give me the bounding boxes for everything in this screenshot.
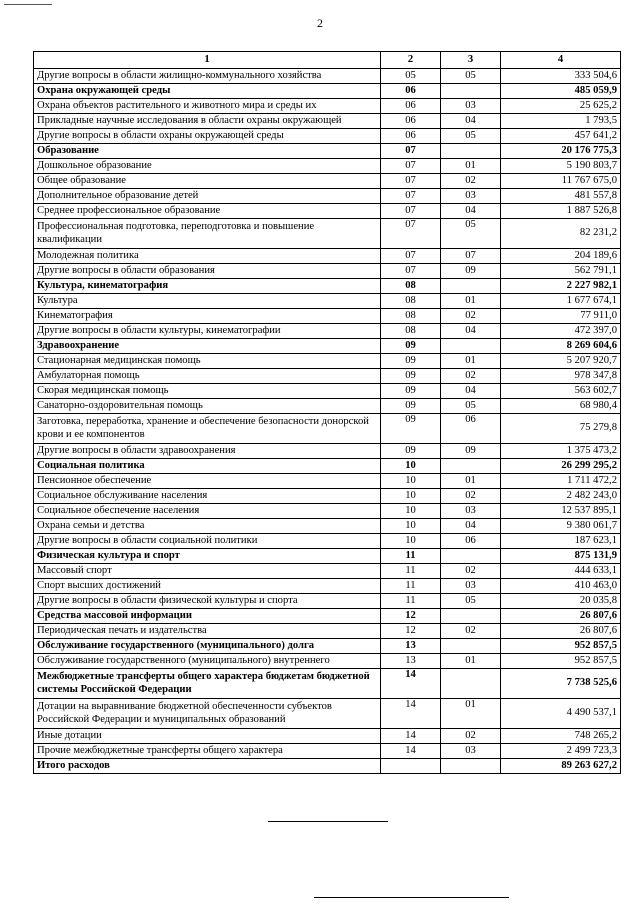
footer-rule (268, 821, 388, 822)
row-amount: 25 625,2 (501, 99, 621, 114)
row-section-code: 10 (381, 474, 441, 489)
table-row (34, 744, 621, 759)
row-subsection-code: 02 (441, 729, 501, 744)
table-row (34, 114, 621, 129)
row-subsection-code: 03 (441, 579, 501, 594)
row-section-code: 12 (381, 609, 441, 624)
row-name: Кинематография (34, 309, 381, 324)
table-row (34, 489, 621, 504)
row-subsection-code: 05 (441, 399, 501, 414)
row-name: Обслуживание государственного (муниципального) внутреннего (34, 654, 381, 669)
row-amount: 4 490 537,1 (501, 699, 621, 729)
row-amount: 11 767 675,0 (501, 174, 621, 189)
row-subsection-code: 01 (441, 354, 501, 369)
row-amount: 5 190 803,7 (501, 159, 621, 174)
table-row (34, 474, 621, 489)
budget-table (33, 51, 621, 774)
table-row (34, 294, 621, 309)
table-row-section (34, 459, 621, 474)
table-row-section (34, 669, 621, 699)
table-row (34, 174, 621, 189)
row-subsection-code (441, 144, 501, 159)
row-subsection-code (441, 759, 501, 774)
row-subsection-code: 04 (441, 324, 501, 339)
row-name: Периодическая печать и издательства (34, 624, 381, 639)
row-section-code: 06 (381, 99, 441, 114)
row-name: Другие вопросы в области образования (34, 264, 381, 279)
table-row-section (34, 609, 621, 624)
row-amount: 12 537 895,1 (501, 504, 621, 519)
row-name: Скорая медицинская помощь (34, 384, 381, 399)
row-amount: 7 738 525,6 (501, 669, 621, 699)
row-subsection-code: 02 (441, 309, 501, 324)
row-section-code (381, 759, 441, 774)
row-subsection-code: 01 (441, 474, 501, 489)
row-amount: 20 176 775,3 (501, 144, 621, 159)
row-section-code: 09 (381, 414, 441, 444)
row-name: Среднее профессиональное образование (34, 204, 381, 219)
row-amount: 444 633,1 (501, 564, 621, 579)
row-name: Дотации на выравнивание бюджетной обеспеченности субъектов Российской Федерации и муниципальных образований (34, 699, 381, 729)
row-section-code: 07 (381, 174, 441, 189)
row-subsection-code: 05 (441, 129, 501, 144)
row-section-code: 13 (381, 639, 441, 654)
row-subsection-code: 04 (441, 114, 501, 129)
row-amount: 978 347,8 (501, 369, 621, 384)
row-section-code: 08 (381, 309, 441, 324)
row-subsection-code (441, 639, 501, 654)
table-row (34, 564, 621, 579)
row-section-code: 08 (381, 294, 441, 309)
row-name: Пенсионное обеспечение (34, 474, 381, 489)
row-amount: 204 189,6 (501, 249, 621, 264)
row-amount: 1 711 472,2 (501, 474, 621, 489)
row-subsection-code: 06 (441, 534, 501, 549)
table-row-section (34, 144, 621, 159)
row-name: Социальная политика (34, 459, 381, 474)
row-amount: 485 059,9 (501, 84, 621, 99)
row-section-code: 12 (381, 624, 441, 639)
row-amount: 563 602,7 (501, 384, 621, 399)
row-name: Иные дотации (34, 729, 381, 744)
table-row (34, 579, 621, 594)
row-name: Здравоохранение (34, 339, 381, 354)
row-subsection-code: 02 (441, 489, 501, 504)
row-section-code: 10 (381, 459, 441, 474)
row-name: Охрана окружающей среды (34, 84, 381, 99)
row-section-code: 07 (381, 219, 441, 249)
table-row (34, 624, 621, 639)
table-row (34, 249, 621, 264)
row-section-code: 06 (381, 84, 441, 99)
row-amount: 952 857,5 (501, 654, 621, 669)
row-amount: 748 265,2 (501, 729, 621, 744)
table-row-section (34, 84, 621, 99)
row-section-code: 09 (381, 354, 441, 369)
row-name: Другие вопросы в области социальной политики (34, 534, 381, 549)
row-subsection-code: 02 (441, 174, 501, 189)
row-section-code: 07 (381, 159, 441, 174)
table-row-section (34, 279, 621, 294)
row-section-code: 10 (381, 504, 441, 519)
row-section-code: 09 (381, 399, 441, 414)
row-subsection-code: 04 (441, 204, 501, 219)
row-section-code: 07 (381, 204, 441, 219)
row-amount: 187 623,1 (501, 534, 621, 549)
row-name: Обслуживание государственного (муниципального) долга (34, 639, 381, 654)
row-section-code: 11 (381, 594, 441, 609)
row-name: Стационарная медицинская помощь (34, 354, 381, 369)
row-subsection-code (441, 84, 501, 99)
table-row (34, 264, 621, 279)
row-amount: 20 035,8 (501, 594, 621, 609)
table-row (34, 729, 621, 744)
row-subsection-code (441, 339, 501, 354)
row-subsection-code: 03 (441, 99, 501, 114)
row-section-code: 09 (381, 369, 441, 384)
row-name: Социальное обслуживание населения (34, 489, 381, 504)
row-section-code: 10 (381, 534, 441, 549)
row-subsection-code: 02 (441, 369, 501, 384)
table-row-section (34, 339, 621, 354)
header-col-2: 2 (381, 52, 441, 69)
row-subsection-code: 03 (441, 504, 501, 519)
row-name: Массовый спорт (34, 564, 381, 579)
row-section-code: 05 (381, 69, 441, 84)
row-section-code: 07 (381, 144, 441, 159)
row-amount: 68 980,4 (501, 399, 621, 414)
table-row (34, 384, 621, 399)
row-name: Средства массовой информации (34, 609, 381, 624)
row-subsection-code: 05 (441, 219, 501, 249)
row-name: Амбулаторная помощь (34, 369, 381, 384)
table-row-section (34, 759, 621, 774)
row-section-code: 09 (381, 384, 441, 399)
row-subsection-code: 01 (441, 294, 501, 309)
table-row (34, 99, 621, 114)
row-amount: 457 641,2 (501, 129, 621, 144)
row-name: Спорт высших достижений (34, 579, 381, 594)
row-subsection-code: 09 (441, 444, 501, 459)
row-name: Молодежная политика (34, 249, 381, 264)
row-section-code: 09 (381, 339, 441, 354)
row-subsection-code: 03 (441, 189, 501, 204)
table-row (34, 69, 621, 84)
row-subsection-code: 09 (441, 264, 501, 279)
row-name: Заготовка, переработка, хранение и обеспечение безопасности донорской крови и ее компонентов (34, 414, 381, 444)
row-subsection-code: 07 (441, 249, 501, 264)
row-amount: 2 499 723,3 (501, 744, 621, 759)
table-row (34, 504, 621, 519)
row-section-code: 14 (381, 699, 441, 729)
row-amount: 1 677 674,1 (501, 294, 621, 309)
row-amount: 5 207 920,7 (501, 354, 621, 369)
row-section-code: 14 (381, 744, 441, 759)
row-amount: 2 227 982,1 (501, 279, 621, 294)
table-row (34, 534, 621, 549)
row-name: Другие вопросы в области физической культуры и спорта (34, 594, 381, 609)
row-amount: 1 793,5 (501, 114, 621, 129)
row-section-code: 08 (381, 279, 441, 294)
header-col-4: 4 (501, 52, 621, 69)
row-section-code: 06 (381, 129, 441, 144)
row-subsection-code: 02 (441, 624, 501, 639)
row-section-code: 14 (381, 669, 441, 699)
row-subsection-code: 06 (441, 414, 501, 444)
footer-rule (314, 897, 509, 898)
row-subsection-code: 01 (441, 699, 501, 729)
row-name: Охрана объектов растительного и животного мира и среды их (34, 99, 381, 114)
row-amount: 952 857,5 (501, 639, 621, 654)
row-subsection-code (441, 279, 501, 294)
row-amount: 1 375 473,2 (501, 444, 621, 459)
row-name: Прикладные научные исследования в области охраны окружающей (34, 114, 381, 129)
row-section-code: 06 (381, 114, 441, 129)
row-section-code: 08 (381, 324, 441, 339)
page-number: 2 (317, 16, 323, 30)
row-section-code: 11 (381, 579, 441, 594)
row-amount: 1 887 526,8 (501, 204, 621, 219)
row-amount: 26 299 295,2 (501, 459, 621, 474)
row-amount: 89 263 627,2 (501, 759, 621, 774)
row-amount: 26 807,6 (501, 624, 621, 639)
table-row (34, 369, 621, 384)
row-name: Другие вопросы в области культуры, кинематографии (34, 324, 381, 339)
row-amount: 82 231,2 (501, 219, 621, 249)
row-amount: 562 791,1 (501, 264, 621, 279)
header-col-1: 1 (34, 52, 381, 69)
table-row (34, 594, 621, 609)
row-name: Культура, кинематография (34, 279, 381, 294)
row-name: Другие вопросы в области жилищно-коммунального хозяйства (34, 69, 381, 84)
row-name: Межбюджетные трансферты общего характера бюджетам бюджетной системы Российской Федерации (34, 669, 381, 699)
row-name: Физическая культура и спорт (34, 549, 381, 564)
header-col-3: 3 (441, 52, 501, 69)
row-amount: 26 807,6 (501, 609, 621, 624)
row-subsection-code: 04 (441, 519, 501, 534)
row-name: Дошкольное образование (34, 159, 381, 174)
row-amount: 481 557,8 (501, 189, 621, 204)
table-row (34, 399, 621, 414)
row-name: Образование (34, 144, 381, 159)
table-row (34, 159, 621, 174)
table-row (34, 699, 621, 729)
row-section-code: 09 (381, 444, 441, 459)
table-row (34, 444, 621, 459)
row-amount: 875 131,9 (501, 549, 621, 564)
row-name: Другие вопросы в области охраны окружающей среды (34, 129, 381, 144)
row-amount: 8 269 604,6 (501, 339, 621, 354)
row-section-code: 10 (381, 489, 441, 504)
row-amount: 472 397,0 (501, 324, 621, 339)
row-subsection-code: 03 (441, 744, 501, 759)
row-amount: 333 504,6 (501, 69, 621, 84)
row-section-code: 11 (381, 564, 441, 579)
table-row (34, 324, 621, 339)
row-subsection-code (441, 459, 501, 474)
header-row (34, 52, 621, 69)
row-subsection-code: 04 (441, 384, 501, 399)
row-name: Дополнительное образование детей (34, 189, 381, 204)
row-section-code: 10 (381, 519, 441, 534)
row-name: Другие вопросы в области здравоохранения (34, 444, 381, 459)
row-section-code: 14 (381, 729, 441, 744)
table-row (34, 189, 621, 204)
row-name: Культура (34, 294, 381, 309)
row-section-code: 11 (381, 549, 441, 564)
table-row (34, 219, 621, 249)
row-subsection-code (441, 549, 501, 564)
table-row (34, 309, 621, 324)
row-name: Охрана семьи и детства (34, 519, 381, 534)
table-row (34, 414, 621, 444)
table-row (34, 129, 621, 144)
row-amount: 410 463,0 (501, 579, 621, 594)
table-row (34, 654, 621, 669)
row-name: Итого расходов (34, 759, 381, 774)
row-section-code: 07 (381, 189, 441, 204)
row-subsection-code: 01 (441, 159, 501, 174)
row-subsection-code: 01 (441, 654, 501, 669)
table-row (34, 204, 621, 219)
table-row-section (34, 639, 621, 654)
table-row-section (34, 549, 621, 564)
row-name: Общее образование (34, 174, 381, 189)
row-subsection-code: 05 (441, 594, 501, 609)
row-subsection-code: 05 (441, 69, 501, 84)
row-subsection-code (441, 609, 501, 624)
row-amount: 9 380 061,7 (501, 519, 621, 534)
row-name: Прочие межбюджетные трансферты общего характера (34, 744, 381, 759)
row-amount: 2 482 243,0 (501, 489, 621, 504)
row-section-code: 13 (381, 654, 441, 669)
row-section-code: 07 (381, 249, 441, 264)
row-name: Социальное обеспечение населения (34, 504, 381, 519)
row-name: Санаторно-оздоровительная помощь (34, 399, 381, 414)
row-amount: 75 279,8 (501, 414, 621, 444)
row-name: Профессиональная подготовка, переподготовка и повышение квалификации (34, 219, 381, 249)
row-subsection-code: 02 (441, 564, 501, 579)
table-row (34, 519, 621, 534)
row-amount: 77 911,0 (501, 309, 621, 324)
row-section-code: 07 (381, 264, 441, 279)
row-subsection-code (441, 669, 501, 699)
scan-mark (4, 4, 52, 5)
table-row (34, 354, 621, 369)
